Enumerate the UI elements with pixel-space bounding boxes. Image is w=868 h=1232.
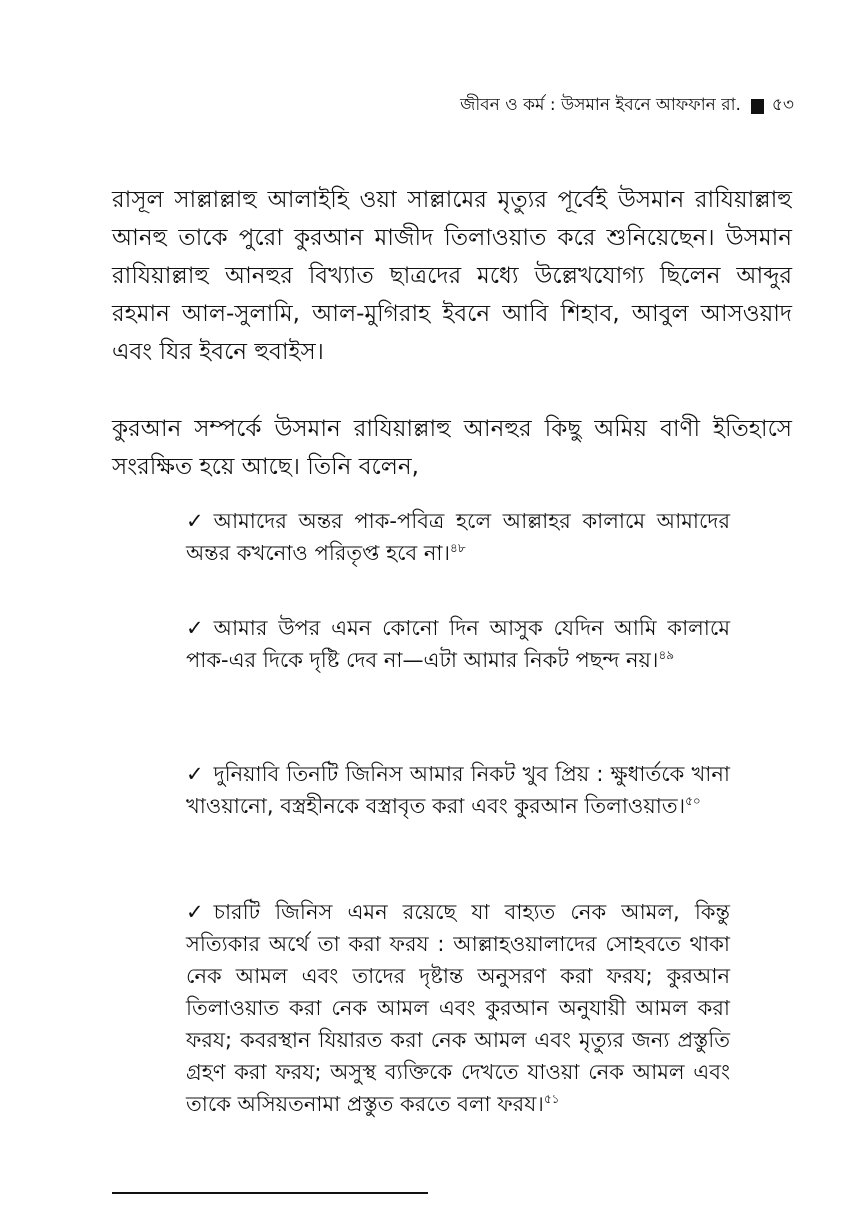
header-title: জীবন ও কর্ম : উসমান ইবনে আফফান রা. <box>460 95 741 115</box>
footnote-ref[interactable]: ৪৮ <box>450 541 466 555</box>
footnote-divider <box>112 1192 428 1194</box>
checkmark-icon: ✓ <box>186 509 204 533</box>
quote-text: আমার উপর এমন কোনো দিন আসুক যেদিন আমি কালামে পাক-এর দিকে দৃষ্টি দেব না—এটা আমার নিকট পছন্দ নয়। <box>186 616 730 672</box>
quote-text: চারটি জিনিস এমন রয়েছে যা বাহ্যত নেক আমল, কিন্তু সত্যিকার অর্থে তা করা ফরয : আল্লাহওয়ালাদের সোহবতে থাকা নেক আমল এবং তাদের দৃষ্টান্ত অনুসরণ করা ফরয; কুরআন তিলাওয়াত করা নেক আমল এবং কুরআন অনুযায়ী আমল করা ফরয; কবরস্থান যিয়ারত করা নেক আমল এবং মৃত্যুর জন্য প্রস্তুতি গ্রহণ করা ফরয; অসুস্থ ব্যক্তিকে দেখতে যাওয়া নেক আমল এবং তাকে অসিয়তনামা প্রস্তুত করতে বলা ফরয। <box>186 900 730 1116</box>
checkmark-icon: ✓ <box>186 900 204 924</box>
square-icon <box>751 99 764 114</box>
footnote-ref[interactable]: ৫০ <box>685 794 701 808</box>
quote-text: আমাদের অন্তর পাক-পবিত্র হলে আল্লাহর কালামে আমাদের অন্তর কখনোও পরিতৃপ্ত হবে না। <box>186 509 730 565</box>
quote-item <box>186 505 730 569</box>
checkmark-icon: ✓ <box>186 616 204 640</box>
footnote-ref[interactable]: ৫১ <box>543 1092 560 1106</box>
page-number: ৫৩ <box>771 95 794 115</box>
quote-text: দুনিয়াবি তিনটি জিনিস আমার নিকট খুব প্রিয় : ক্ষুধার্তকে খানা খাওয়ানো, বস্ত্রহীনকে বস্ত্রাবৃত করা এবং কুরআন তিলাওয়াত। <box>186 762 730 818</box>
checkmark-icon: ✓ <box>186 762 204 786</box>
footnote-ref[interactable]: ৪৯ <box>658 648 675 662</box>
paragraph-students: রাসূল সাল্লাল্লাহু আলাইহি ওয়া সাল্লামের মৃত্যুর পূর্বেই উসমান রাযিয়াল্লাহু আনহু তাকে পুরো কুরআন মাজীদ তিলাওয়াত করে শুনিয়েছেন। উসমান রাযিয়াল্লাহু আনহুর বিখ্যাত ছাত্রদের মধ্যে উল্লেখযোগ্য ছিলেন আব্দুর রহমান আল-সুলামি, আল-মুগিরাহ ইবনে আবি শিহাব, আবুল আসওয়াদ এবং যির ইবনে হুবাইস। <box>112 187 792 365</box>
quote-item <box>186 612 730 676</box>
running-header <box>460 92 794 120</box>
quote-item <box>186 758 730 822</box>
paragraph-intro-sayings: কুরআন সম্পর্কে উসমান রাযিয়াল্লাহু আনহুর কিছু অমিয় বাণী ইতিহাসে সংরক্ষিত হয়ে আছে। তিনি বলেন, <box>112 416 792 480</box>
quote-item <box>186 896 730 1120</box>
